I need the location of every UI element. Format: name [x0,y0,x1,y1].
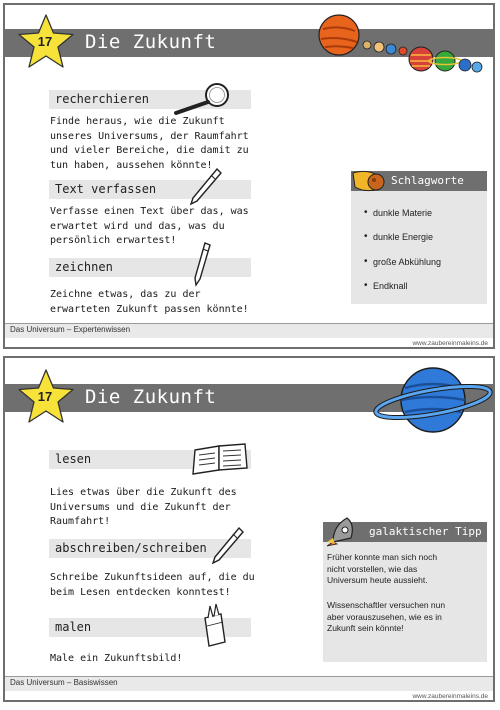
card-number: 17 [37,34,53,49]
tip-title: galaktischer Tipp [369,525,482,538]
tip-paragraph: Früher konnte man sich noch nicht vorstellen, wie das Universum heute aussieht. [327,552,438,585]
card-number: 17 [37,389,53,404]
rocket-icon [323,514,365,548]
task-text-research: Finde heraus, wie die Zukunft unseres Universums, der Raumfahrt und vieler Bereiche, die damit zu tun haben, aussehen könnte! [50,116,249,171]
pen-icon [209,526,245,566]
task-label-write: abschreiben/schreiben [49,539,251,558]
task-label-research: recherchieren [49,90,251,109]
footer-level: Das Universum – Basiswissen [10,678,118,687]
saturn-icon [373,362,495,444]
keyword-item: • dunkle Materie [373,208,432,218]
footer-url: www.zaubereinmaleins.de [412,693,488,700]
magnifier-icon [173,81,235,117]
card-title: Die Zukunft [85,386,217,408]
task-text-draw: Zeichne etwas, das zu der erwarteten Zukunft passen könnte! [50,289,249,315]
tip-box [323,522,487,662]
comet-icon [349,167,387,195]
keywords-box [351,171,487,304]
keywords-title: Schlagworte [391,174,464,187]
keyword-item: • große Abkühlung [373,257,441,267]
book-icon [191,442,249,476]
task-card-basic [3,356,495,702]
crayons-icon [199,602,229,648]
task-label-paint: malen [49,618,251,637]
task-label-draw: zeichnen [49,258,251,277]
card-title: Die Zukunft [85,31,217,53]
pen-icon [187,167,223,207]
pencil-icon [191,241,213,287]
keyword-item: • dunkle Energie [373,232,433,242]
tip-paragraph: Wissenschaftler versuchen nun aber vorauszusehen, wie es in Zukunft sein könnte! [327,600,446,633]
footer-url: www.zaubereinmaleins.de [412,340,488,347]
task-card-expert [3,3,495,349]
task-text-paint: Male ein Zukunftsbild! [50,653,183,664]
footer-level: Das Universum – Expertenwissen [10,325,131,334]
planets-icon [317,9,495,81]
keyword-item: • Endknall [373,281,408,291]
task-text-compose: Verfasse einen Text über das, was erwartet wird und das, was du persönlich erwartest! [50,206,249,246]
task-text-write: Schreibe Zukunftsideen auf, die du beim Lesen entdecken konntest! [50,572,255,598]
task-text-read: Lies etwas über die Zukunft des Universums und die Zukunft der Raumfahrt! [50,487,237,527]
task-label-read: lesen [49,450,251,469]
task-label-compose: Text verfassen [49,180,251,199]
